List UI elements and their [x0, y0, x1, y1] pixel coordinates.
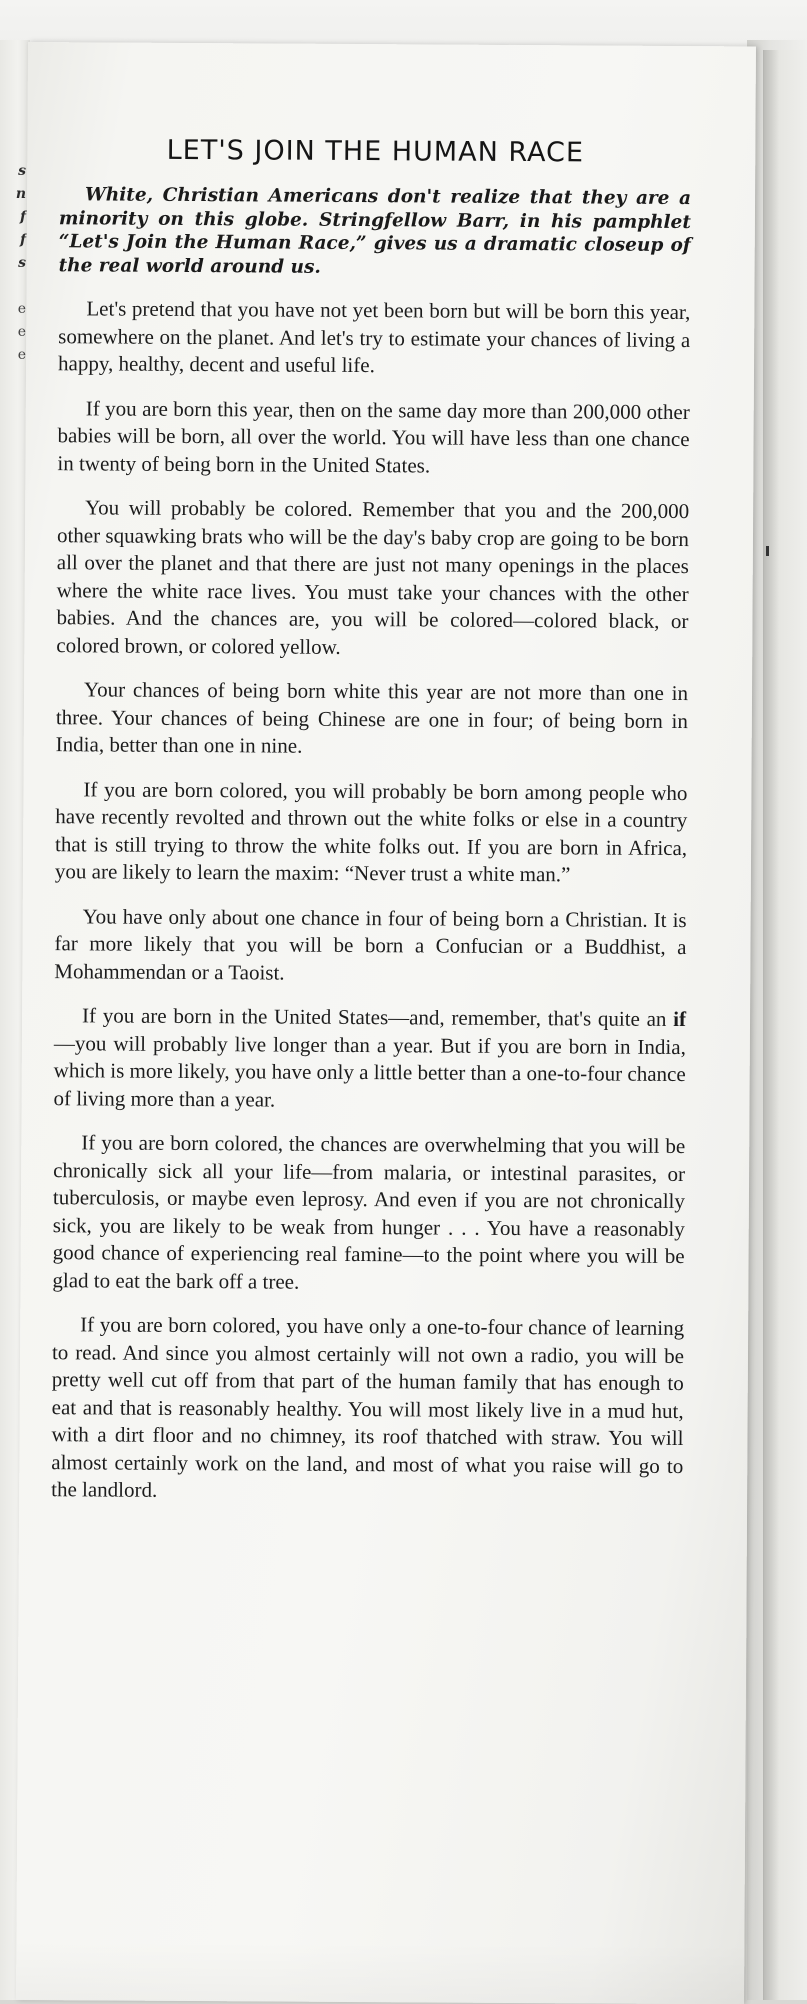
- next-page-edge: [763, 50, 807, 2000]
- left-page-text-fragments: [12, 160, 26, 367]
- left-fragment: e: [17, 347, 26, 363]
- left-fragment: f: [19, 209, 26, 225]
- body-paragraph: You will probably be colored. Remember that you and the 200,000 other squawking brats who will be the day's baby crop are going to be born all over the planet and that there are just not many openings in the places where the white race lives. You must take your chances with the other babies. And the chances are, you will be colored—colored black, or colored brown, or colored yellow.: [56, 495, 690, 659]
- body-paragraph: You have only about one chance in four of being born a Christian. It is far more likely that you will be born a Confucian or a Buddhist, a Mohammendan or a Taoist.: [54, 903, 687, 985]
- left-fragment: n: [15, 186, 26, 202]
- paragraph-text: —you will probably live longer than a year. But if you are born in India, which is more likely, you have only a little better than a one-to-four chance of living more than a year.: [53, 1030, 686, 1112]
- page-bottom-margin: [16, 1940, 744, 2004]
- left-fragment: e: [17, 324, 26, 340]
- left-fragment: s: [18, 163, 26, 179]
- body-paragraph: If you are born colored, the chances are overwhelming that you will be chronically sick all your life—from malaria, or intestinal parasites, or tuberculosis, or maybe even leprosy. And even if you are not chronically sick, you are likely to be weak from hunger . . . You have a reasonably good chance of experiencing real famine—to the point where you will be glad to eat the bark off a tree.: [52, 1130, 686, 1294]
- page-content: [51, 134, 691, 1524]
- body-paragraph: Let's pretend that you have not yet been born but will be born this year, somewhere on the planet. And let's try to estimate your chances of living a happy, healthy, decent and useful life.: [57, 296, 691, 378]
- left-fragment: f: [19, 232, 26, 248]
- left-fragment: [12, 275, 26, 298]
- left-fragment: s: [18, 255, 26, 271]
- booklet-page: [16, 42, 756, 2004]
- emphasis-if: if: [673, 1006, 687, 1032]
- page-title: LET'S JOIN THE HUMAN RACE: [166, 134, 585, 169]
- next-page-mark: [766, 546, 769, 556]
- body-paragraph: If you are born colored, you have only a one-to-four chance of learning to read. And since you almost certainly will not own a radio, you will be pretty well cut off from that part of the human family that has enough to eat and that is reasonably healthy. You will most likely live in a mud hut, with a dirt floor and no chimney, its roof thatched with straw. You will almost certainly work on the land, and most of what you raise will go to the landlord.: [51, 1312, 685, 1502]
- paragraph-text: If you are born in the United States—and, remember, that's quite an: [81, 1003, 674, 1031]
- body-paragraph: If you are born this year, then on the same day more than 200,000 other babies will be born, all over the world. You will have less than one chance in twenty of being born in the United States.: [57, 395, 690, 477]
- intro-paragraph: White, Christian Americans don't realize that they are a minority on this globe. Stringfellow Barr, in his pamphlet “Let's Join the Human Race,” gives us a dramatic closeup of the real world around us.: [58, 184, 692, 278]
- body-paragraph-if: [53, 1002, 686, 1116]
- left-fragment: e: [17, 301, 26, 317]
- body-paragraph: If you are born colored, you will probably be born among people who have recently revolted and thrown out the white folks or else in a country that is still trying to throw the white folks out. If you are born in Africa, you are likely to learn the maxim: “Never trust a white man.”: [54, 776, 688, 887]
- body-paragraph: Your chances of being born white this year are not more than one in three. Your chances of being Chinese are one in four; of being born in India, better than one in nine.: [55, 677, 689, 758]
